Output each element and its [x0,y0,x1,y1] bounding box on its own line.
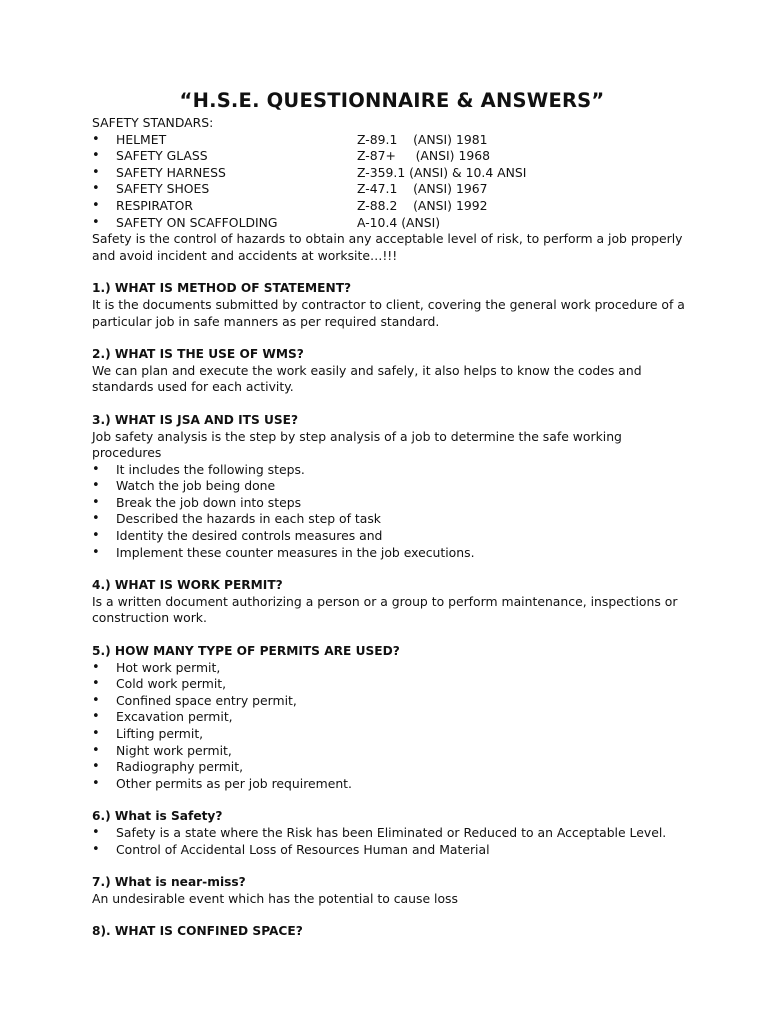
question-heading: 8). WHAT IS CONFINED SPACE? [92,924,303,939]
standard-item [92,198,688,215]
list-item: • Described the hazards in each step of task [92,511,688,528]
list-item: • Safety is a state where the Risk has been Eliminated or Reduced to an Acceptable Level. [92,825,688,842]
question-heading: 5.) HOW MANY TYPE OF PERMITS ARE USED? [92,644,400,659]
question-bullets [92,462,688,562]
question-heading: 4.) WHAT IS WORK PERMIT? [92,578,283,593]
standard-item [92,181,688,198]
standard-name: SAFETY GLASS [116,148,208,164]
list-item: • Radiography permit, [92,759,688,776]
question-answer: It is the documents submitted by contractor to client, covering the general work procedure of a particular job in safe manners as per required standard. [92,296,685,329]
standard-code: Z-87+ (ANSI) 1968 [357,148,490,164]
list-item: • Watch the job being done [92,478,688,495]
list-item: • Night work permit, [92,743,688,760]
question-8 [92,923,688,940]
list-item: • Excavation permit, [92,709,688,726]
question-6 [92,808,688,858]
standard-code: Z-47.1 (ANSI) 1967 [357,181,488,197]
question-heading: 2.) WHAT IS THE USE OF WMS? [92,347,304,362]
standard-item [92,215,688,232]
document-title: “H.S.E. QUESTIONNAIRE & ANSWERS” [179,89,605,112]
question-answer: An undesirable event which has the potential to cause loss [92,890,458,906]
list-item: • Control of Accidental Loss of Resources Human and Material [92,842,688,859]
list-item: • Break the job down into steps [92,495,688,512]
question-4 [92,577,688,627]
standard-name: HELMET [116,131,167,147]
safety-definition: Safety is the control of hazards to obtain any acceptable level of risk, to perform a job properly and avoid incident and accidents at worksite…!!! [92,231,683,263]
standard-code: Z-89.1 (ANSI) 1981 [357,131,488,147]
standard-code: A-10.4 (ANSI) [357,214,441,230]
question-answer: Job safety analysis is the step by step analysis of a job to determine the safe working procedures [92,428,622,461]
question-bullets [92,825,688,858]
question-7 [92,874,688,907]
question-3 [92,412,688,561]
standard-name: SAFETY ON SCAFFOLDING [116,214,278,230]
question-heading: 6.) What is Safety? [92,809,223,824]
question-answer: We can plan and execute the work easily and safely, it also helps to know the codes and standards used for each activity. [92,362,642,395]
standard-code: Z-359.1 (ANSI) & 10.4 ANSI [357,164,527,180]
question-answer: Is a written document authorizing a person or a group to perform maintenance, inspections or construction work. [92,593,678,626]
standard-item [92,165,688,182]
standard-name: SAFETY SHOES [116,181,210,197]
question-bullets [92,660,688,793]
question-heading: 7.) What is near-miss? [92,875,246,890]
safety-standards-list [92,132,688,232]
question-heading: 3.) WHAT IS JSA AND ITS USE? [92,412,299,427]
standard-item [92,148,688,165]
list-item: • Implement these counter measures in the job executions. [92,545,688,562]
question-2 [92,346,688,396]
question-heading: 1.) WHAT IS METHOD OF STATEMENT? [92,281,352,296]
question-5 [92,643,688,792]
list-item: • Hot work permit, [92,660,688,677]
safety-standards-section [92,115,688,264]
standard-item [92,132,688,149]
standard-code: Z-88.2 (ANSI) 1992 [357,197,488,213]
standard-name: SAFETY HARNESS [116,164,226,180]
list-item: • Identity the desired controls measures and [92,528,688,545]
list-item: • It includes the following steps. [92,462,688,479]
list-item: • Other permits as per job requirement. [92,776,688,793]
list-item: • Cold work permit, [92,676,688,693]
safety-standards-heading: SAFETY STANDARS: [92,115,214,130]
list-item: • Lifting permit, [92,726,688,743]
list-item: • Confined space entry permit, [92,693,688,710]
standard-name: RESPIRATOR [116,197,193,213]
question-1 [92,280,688,330]
